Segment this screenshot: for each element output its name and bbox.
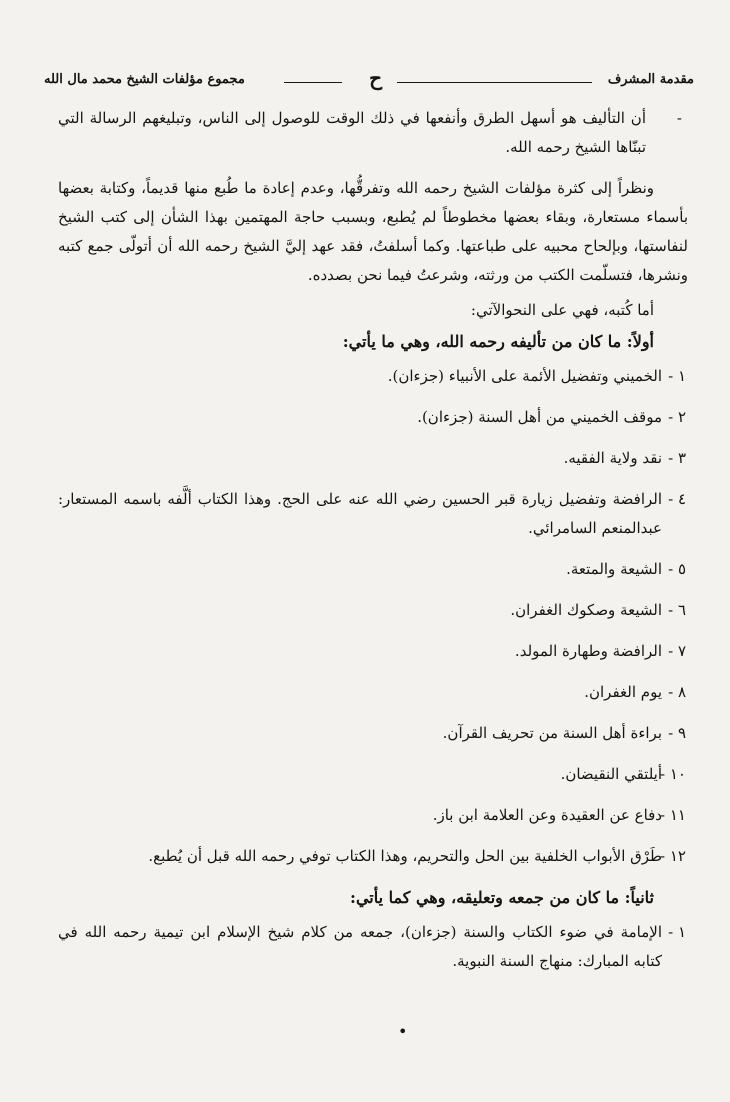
item-number: ١ -	[668, 923, 686, 941]
item-number: ١ -	[668, 367, 686, 385]
header-section-title: مقدمة المشرف	[607, 72, 694, 87]
item-text: الخميني وتفضيل الأئمة على الأنبياء (جزءان).	[387, 367, 662, 385]
item-number: ٨ -	[668, 683, 686, 701]
header-rule	[284, 82, 342, 83]
dash-list-item	[58, 104, 688, 162]
item-number: ١٢ -	[660, 847, 686, 865]
item-number: ٥ -	[668, 560, 686, 578]
item-number: ٢ -	[668, 408, 686, 426]
list-intro: أما كُتبه، فهي على النحوالآتي:	[470, 301, 654, 319]
item-number: ٧ -	[668, 642, 686, 660]
item-number: ١٠ -	[660, 765, 686, 783]
list-item	[58, 918, 688, 976]
list-item	[58, 678, 688, 707]
header-rule	[397, 82, 592, 83]
running-header	[44, 68, 694, 94]
list-item	[58, 719, 688, 748]
item-number: ٤ -	[668, 490, 686, 508]
item-text: دفاع عن العقيدة وعن العلامة ابن باز.	[432, 806, 662, 824]
item-text: نقد ولاية الفقيه.	[563, 449, 662, 467]
item-number: ٦ -	[668, 601, 686, 619]
section-heading-compiled: ثانياً: ما كان من جمعه وتعليقه، وهي كما يأتي:	[350, 888, 654, 907]
item-text: طَرْق الأبواب الخلفية بين الحل والتحريم، وهذا الكتاب توفي رحمه الله قبل أن يُطبع.	[148, 847, 662, 865]
item-text: براءة أهل السنة من تحريف القرآن.	[442, 724, 662, 742]
item-text: موقف الخميني من أهل السنة (جزءان).	[417, 408, 662, 426]
page-number: ح	[369, 66, 382, 90]
list-item	[58, 485, 688, 543]
list-item	[58, 596, 688, 625]
item-text: الرافضة وتفضيل زيارة قبر الحسين رضي الله عنه على الحج. وهذا الكتاب ألَّفه باسمه المستعار: عبدالمنعم السامرائي.	[58, 490, 662, 537]
item-text: الإمامة في ضوء الكتاب والسنة (جزءان)، جمعه من كلام شيخ الإسلام ابن تيمية رحمه الله في كتابه المبارك: منهاج السنة النبوية.	[58, 923, 662, 970]
list-item	[58, 444, 688, 473]
list-item	[58, 362, 688, 391]
item-text: الشيعة والمتعة.	[566, 560, 662, 578]
page-body	[58, 104, 688, 988]
item-text: الرافضة وطهارة المولد.	[514, 642, 662, 660]
item-number: ٩ -	[668, 724, 686, 742]
footer-mark: •	[398, 1022, 408, 1041]
item-number: ١١ -	[660, 806, 686, 824]
list-item	[58, 842, 688, 871]
section-heading-authored: أولاً: ما كان من تأليفه رحمه الله، وهي ما يأتي:	[342, 332, 654, 351]
header-book-title: مجموع مؤلفات الشيخ محمد مال الله	[44, 72, 245, 87]
item-text: الشيعة وصكوك الغفران.	[510, 601, 662, 619]
item-number: ٣ -	[668, 449, 686, 467]
list-item	[58, 555, 688, 584]
list-item	[58, 403, 688, 432]
list-item	[58, 801, 688, 830]
dash-marker: -	[676, 109, 682, 127]
item-text: يوم الغفران.	[584, 683, 662, 701]
body-paragraph: ونظراً إلى كثرة مؤلفات الشيخ رحمه الله وتفرقُّها، وعدم إعادة ما طُبع منها قديماً، وكتابة بعضها بأسماء مستعارة، وبقاء بعضها مخطوطاً لم يُطبع، وبسبب حاجة المهتمين بهذا الشأن إلى كتب الشيخ لنفاستها، وبإلحاح محبيه على طباعتها. وكما أسلفتُ، فقد عهد إليَّ الشيخ رحمه الله أن أتولّى جمع كتبه ونشرها، فتسلّمت الكتب من ورثته، وشرعتُ فيما نحن بصدده.	[58, 179, 688, 284]
dash-item-text: أن التأليف هو أسهل الطرق وأنفعها في ذلك الوقت للوصول إلى الناس، وتبليغهم الرسالة التي تبنّاها الشيخ رحمه الله.	[58, 109, 646, 156]
item-text: أيلتقي النقيضان.	[560, 765, 662, 783]
list-item	[58, 637, 688, 666]
list-item	[58, 760, 688, 789]
